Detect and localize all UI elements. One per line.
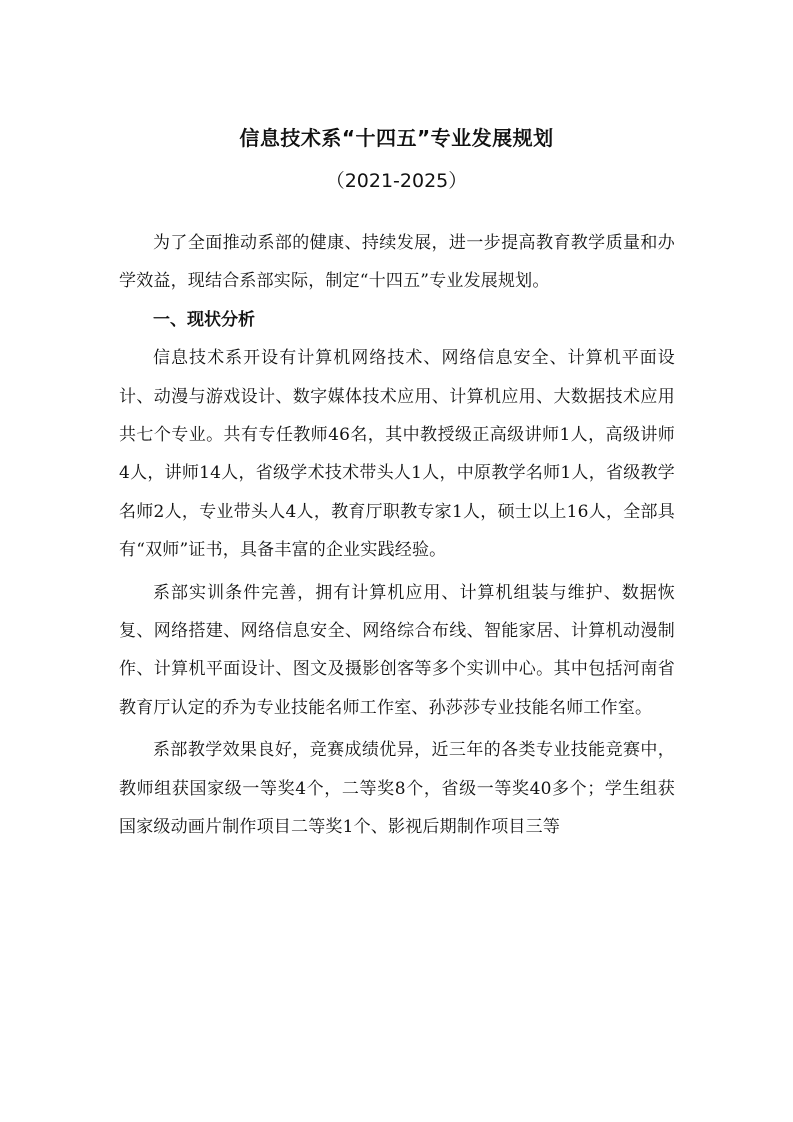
section-heading-status-analysis: 一、现状分析: [153, 309, 255, 330]
faculty-paragraph: 信息技术系开设有计算机网络技术、网络信息安全、计算机平面设计、动漫与游戏设计、数字媒体技术应用、计算机应用、大数据技术应用共七个专业。共有专任教师46名，其中教授级正高级讲师1人，高级讲师4人，讲师14人，省级学术技术带头人1人，中原教学名师1人，省级教学名师2人，专业带头人4人，教育厅职教专家1人，硕士以上16人，全部具有“双师”证书，具备丰富的企业实践经验。: [119, 348, 675, 561]
competition-results-paragraph: 系部教学效果良好，竞赛成绩优异，近三年的各类专业技能竞赛中，教师组获国家级一等奖4个，二等奖8个，省级一等奖40多个；学生组获国家级动画片制作项目二等奖1个、影视后期制作项目三等: [119, 740, 675, 838]
training-facilities-paragraph: 系部实训条件完善，拥有计算机应用、计算机组装与维护、数据恢复、网络搭建、网络信息安全、网络综合布线、智能家居、计算机动漫制作、计算机平面设计、图文及摄影创客等多个实训中心。其中包括河南省教育厅认定的乔为专业技能名师工作室、孙莎莎专业技能名师工作室。: [119, 582, 675, 718]
document-body: [119, 224, 675, 847]
intro-paragraph: 为了全面推动系部的健康、持续发展，进一步提高教育教学质量和办学效益，现结合系部实际，制定“十四五”专业发展规划。: [119, 233, 675, 292]
document-subtitle: （2021-2025）: [325, 170, 468, 192]
document-title: 信息技术系“十四五”专业发展规划: [239, 126, 554, 150]
